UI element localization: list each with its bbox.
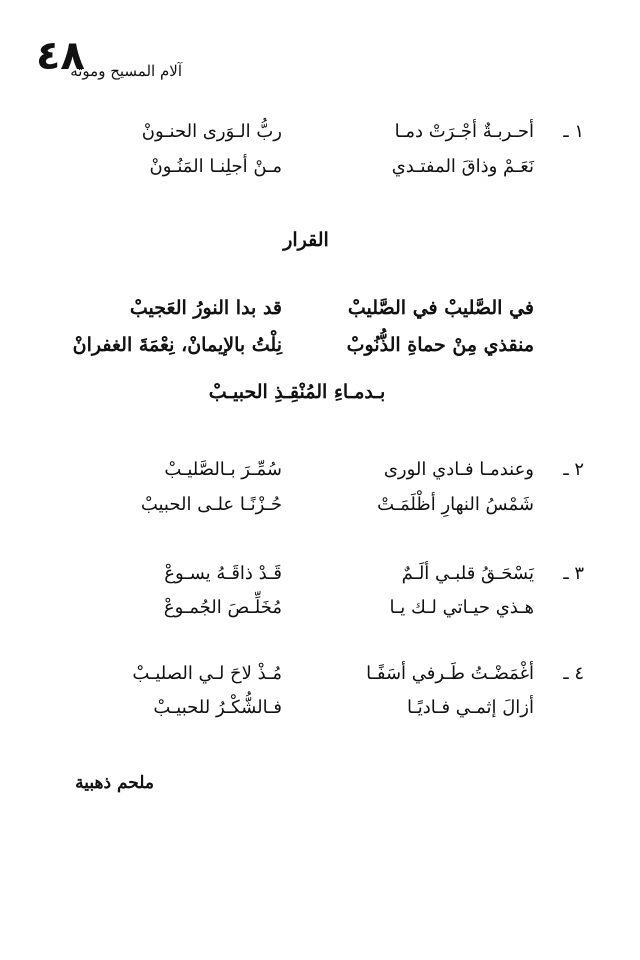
page-number: ٤٨ <box>36 33 85 79</box>
chorus-title: القرار <box>283 229 329 251</box>
stanza-1-line-2-second: مـنْ أجلِنـا المَنُـونْ <box>149 156 282 177</box>
stanza-4-line-1-first: أغْمَضْـتُ طَـرفي أسَفًـا <box>366 663 534 684</box>
stanza-3-line-1-second: قَـدْ ذاقَـهُ يسـوعْ <box>164 563 282 584</box>
stanza-3-line-2-second: مُخَلِّـصَ الجُمـوعْ <box>163 597 282 618</box>
stanza-2-line-1-first: وعندمـا فـادي الورى <box>383 459 534 480</box>
stanza-2-number: ٢ ـ <box>563 459 584 480</box>
stanza-2-line-2-second: حُـزْنًـا علـى الحبيبْ <box>140 494 282 515</box>
stanza-3-line-2-first: هـذي حيـاتي لـك يـا <box>389 597 534 618</box>
stanza-4-line-2-second: فـالشُّكْـرُ للحبيـبْ <box>153 697 282 718</box>
stanza-1-line-2-first: نَعَـمْ وذاقَ المفتـدي <box>391 156 534 177</box>
stanza-2-line-2-first: شَمْسُ النهارِ أظْلَمَـتْ <box>377 494 534 515</box>
composer-name: ملحم ذهبية <box>75 773 154 793</box>
stanza-1-line-1-first: أحـربـةٌ أجْـرَتْ دمـا <box>394 121 534 142</box>
stanza-4-line-1-second: مُـذْ لاحَ لـي الصليـبْ <box>132 663 282 684</box>
stanza-3-number: ٣ ـ <box>563 563 584 584</box>
stanza-2-line-1-second: سُمِّـرَ بـالصَّليـبْ <box>164 459 282 480</box>
running-title: آلام المسيح وموته <box>70 62 182 80</box>
chorus-line-2-first: منقذي مِنْ حماةِ الذُّنُوبْ <box>346 334 534 356</box>
stanza-4-line-2-first: أزالَ إثمـي فـاديًـا <box>406 697 534 718</box>
chorus-closing-line: بـدمـاءِ المُنْقِـذِ الحبيـبْ <box>208 381 386 403</box>
chorus-line-2-second: نِلْتُ بالإيمانْ، نِعْمَةَ الغفرانْ <box>72 334 282 356</box>
stanza-1-line-1-second: ربُّ الـوَرى الحنـونْ <box>141 121 282 142</box>
stanza-4-number: ٤ ـ <box>563 663 584 684</box>
chorus-line-1-first: في الصَّليبْ في الصَّليبْ <box>347 297 534 319</box>
stanza-1-number: ١ ـ <box>563 121 584 142</box>
stanza-3-line-1-first: يَسْحَـقُ قلبـي ألَـمٌ <box>401 563 534 584</box>
chorus-line-1-second: قد بدا النورُ العَجيبْ <box>129 297 282 319</box>
